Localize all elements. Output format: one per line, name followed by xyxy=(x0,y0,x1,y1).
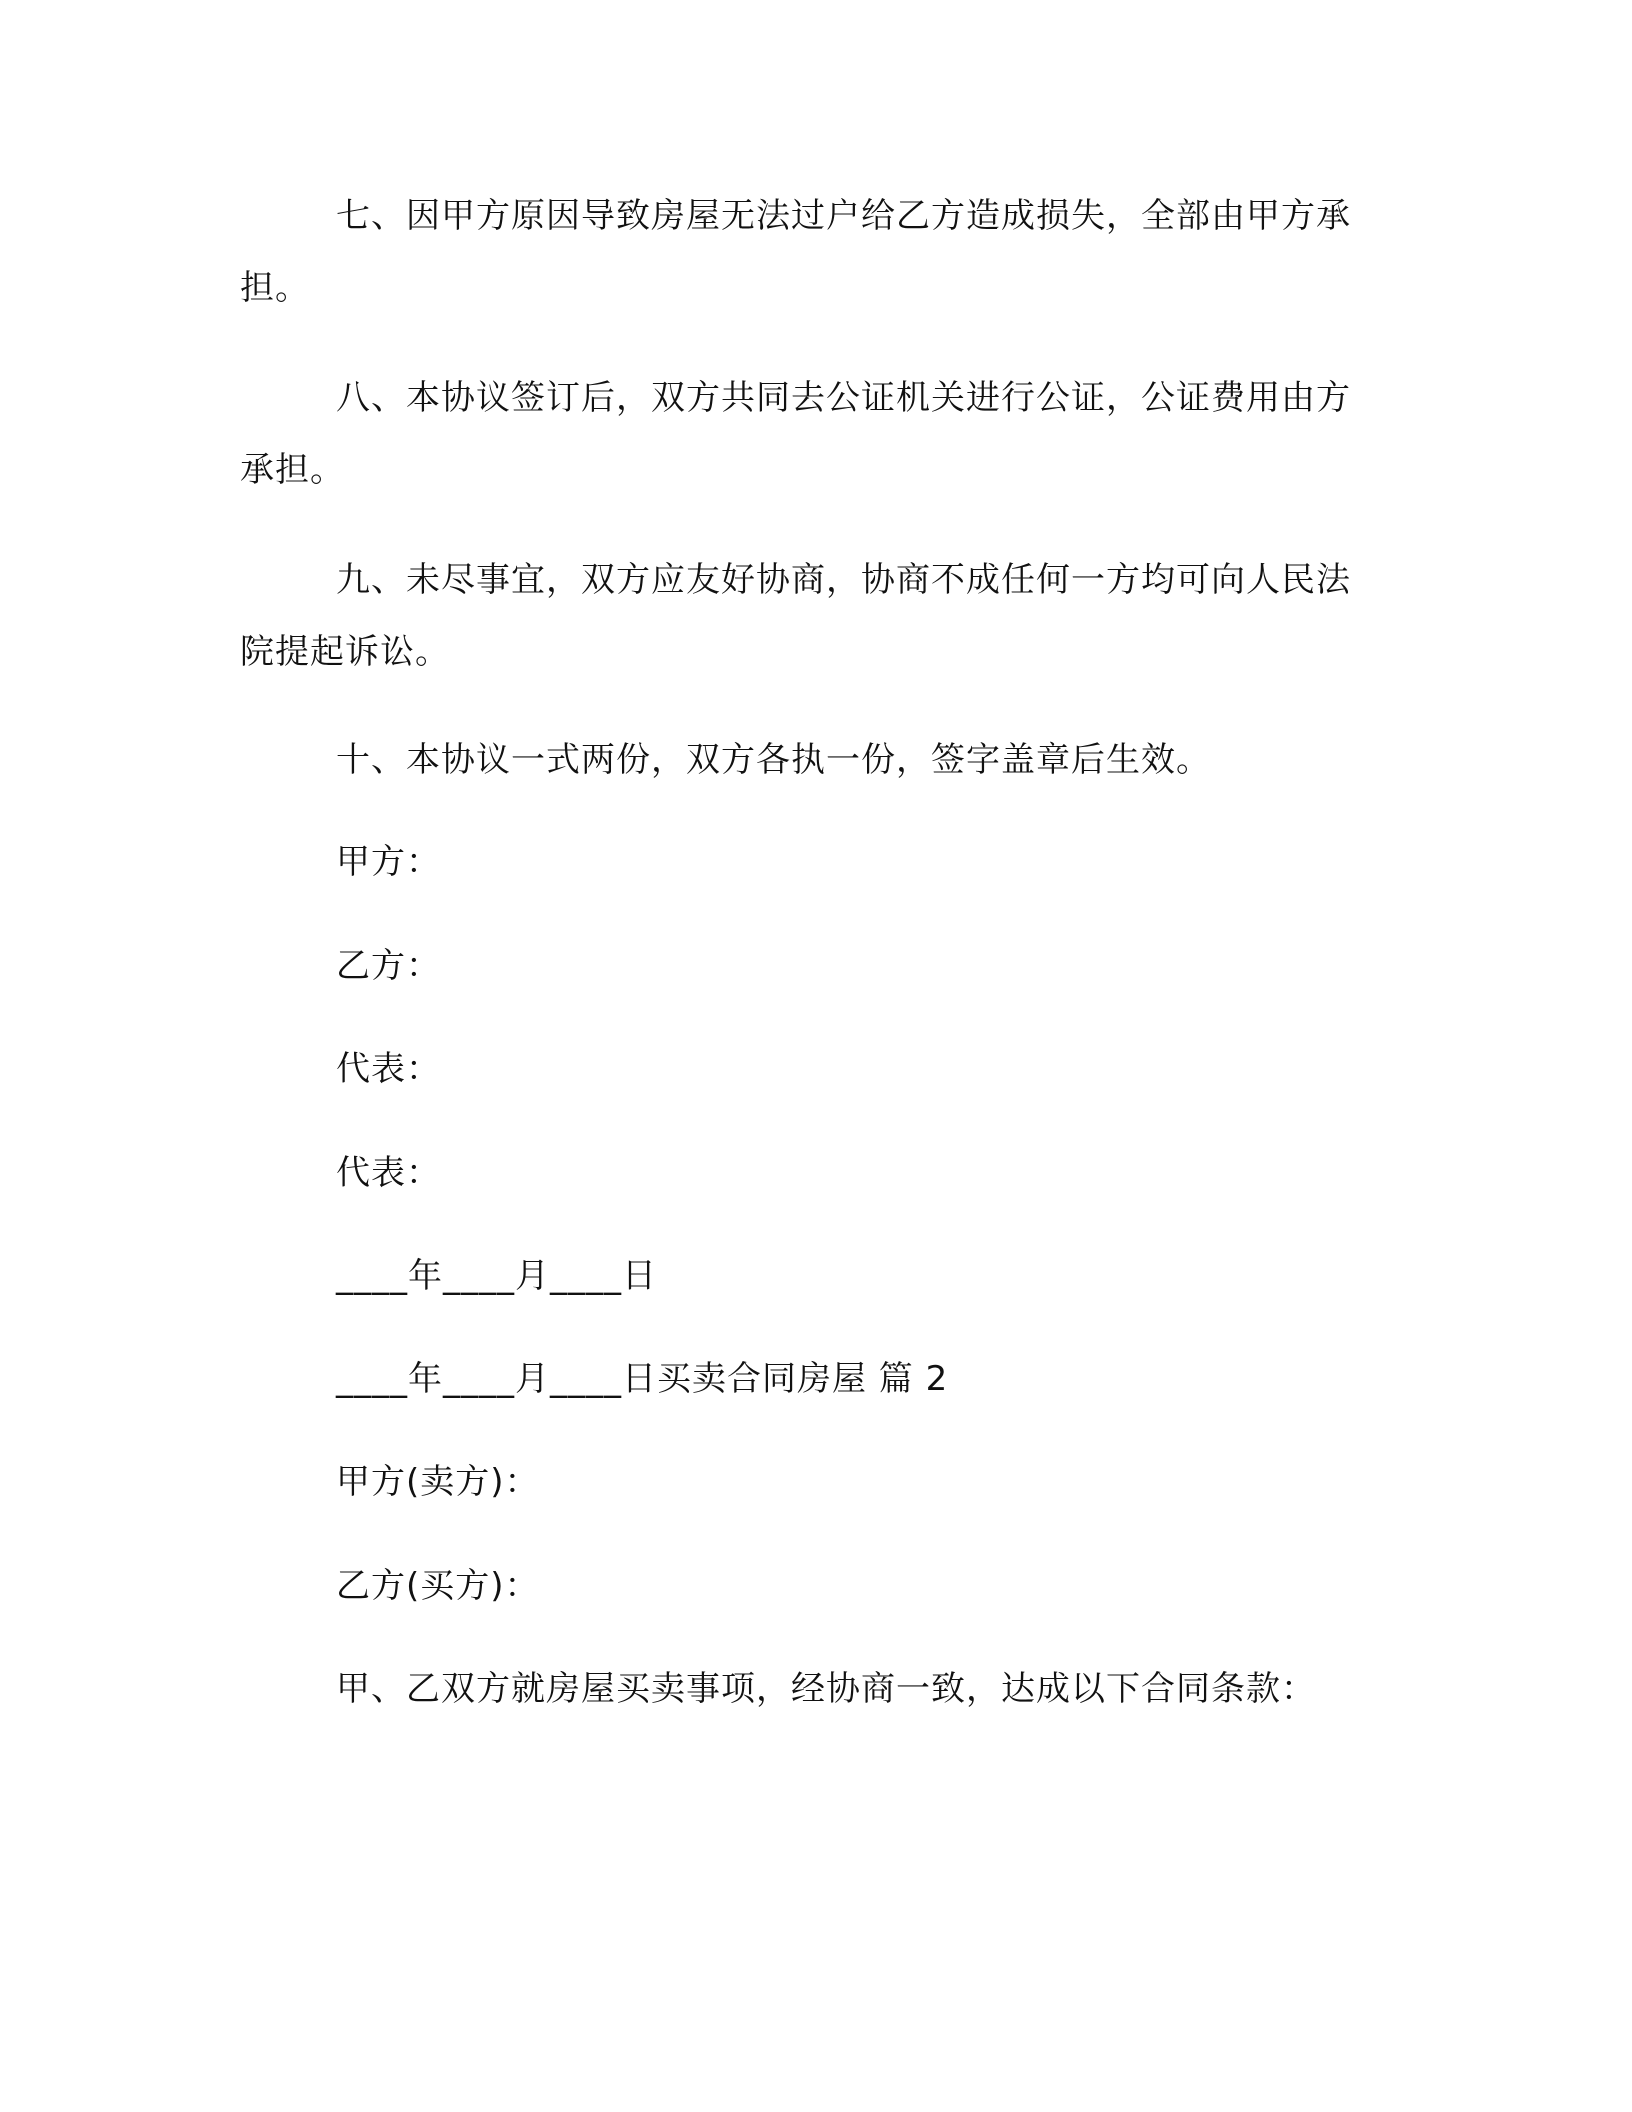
contract-2-heading: ____年____月____日买卖合同房屋 篇 2 xyxy=(336,1359,949,1399)
party-b-signature: 乙方： xyxy=(336,946,441,986)
representative-1: 代表： xyxy=(336,1049,441,1089)
clause-ten: 十、本协议一式两份，双方各执一份，签字盖章后生效。 xyxy=(336,740,1211,780)
seller-field: 甲方(卖方)： xyxy=(336,1462,540,1502)
signature-date: ____年____月____日 xyxy=(336,1256,657,1296)
clause-seven: 七、因甲方原因导致房屋无法过户给乙方造成损失，全部由甲方承担。 xyxy=(240,196,1351,308)
buyer-field: 乙方(买方)： xyxy=(336,1566,540,1606)
contract-2-intro: 甲、乙双方就房屋买卖事项，经协商一致，达成以下合同条款： xyxy=(336,1669,1316,1709)
clause-nine: 九、未尽事宜，双方应友好协商，协商不成任何一方均可向人民法院提起诉讼。 xyxy=(240,560,1351,672)
clause-eight: 八、本协议签订后，双方共同去公证机关进行公证，公证费用由方承担。 xyxy=(240,378,1351,490)
party-a-signature: 甲方： xyxy=(336,842,441,882)
representative-2: 代表： xyxy=(336,1153,441,1193)
